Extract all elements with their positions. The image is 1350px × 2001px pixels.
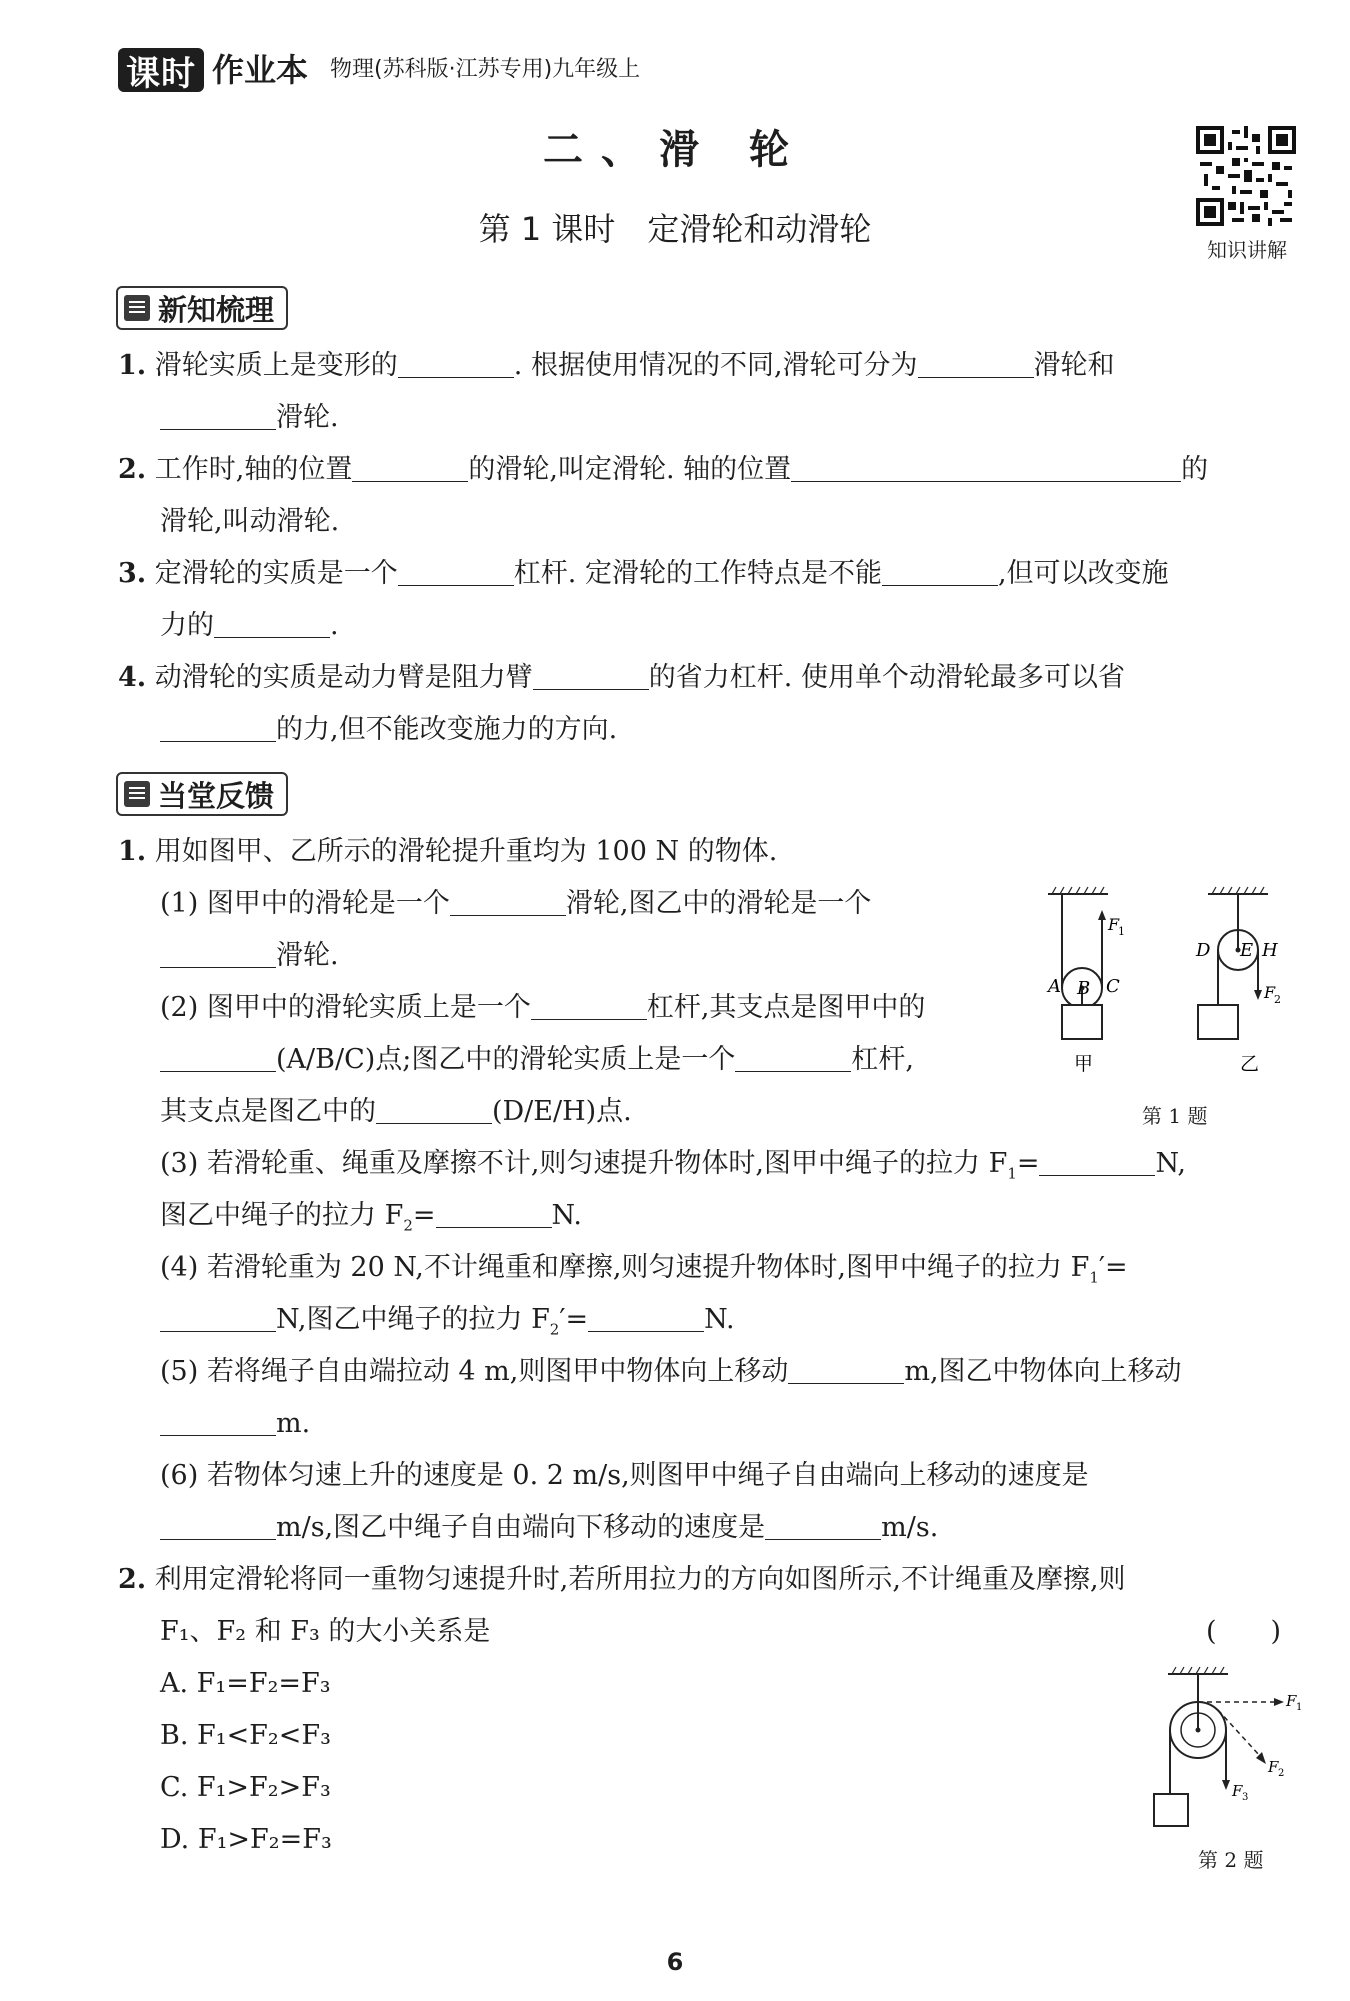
label-F2-sub: 2 (1278, 1768, 1285, 1779)
answer-blank[interactable] (531, 989, 647, 1020)
page-number: 6 (666, 1948, 684, 1976)
text: ,但可以改变施 (997, 558, 1169, 589)
question-1-part-2-cont (160, 1040, 914, 1080)
label-D: D (1196, 940, 1211, 961)
item-number: 1. (118, 836, 147, 867)
subscript: 1 (1007, 1164, 1017, 1183)
text: 的省力杠杆. 使用单个动滑轮最多可以省 (648, 662, 1125, 693)
question-1-part-3 (160, 1144, 1186, 1193)
text: 滑轮,图乙中的滑轮是一个 (565, 888, 872, 919)
text: . (330, 610, 339, 641)
text: 滑轮,叫动滑轮. (160, 506, 340, 537)
brand-subtitle: 作业本 (212, 51, 309, 89)
text: m. (276, 1408, 311, 1439)
question-1-part-1 (160, 884, 871, 924)
text: (A/B/C)点;图乙中的滑轮实质上是一个 (276, 1044, 736, 1075)
text: (4) 若滑轮重为 20 N,不计绳重和摩擦,则匀速提升物体时,图甲中绳子的拉力 F (160, 1252, 1090, 1283)
item-number: 3. (118, 558, 147, 589)
book-icon (124, 295, 150, 321)
item-number: 2. (118, 1564, 147, 1595)
section-tag-label: 当堂反馈 (158, 778, 275, 813)
answer-blank[interactable] (788, 1353, 904, 1384)
text: 定滑轮的实质是一个 (154, 558, 398, 589)
knowledge-item-1-cont (160, 398, 339, 438)
text: (D/E/H)点. (492, 1096, 632, 1127)
knowledge-item-4 (118, 658, 1125, 698)
text: m,图乙中物体向上移动 (904, 1356, 1182, 1387)
text: 图乙中绳子的拉力 F (160, 1200, 404, 1231)
text: = (412, 1200, 436, 1231)
label-F2: F (1268, 1758, 1279, 1776)
text: (3) 若滑轮重、绳重及摩擦不计,则匀速提升物体时,图甲中绳子的拉力 F (160, 1148, 1008, 1179)
text: 杠杆,其支点是图甲中的 (646, 992, 926, 1023)
text: N. (704, 1304, 735, 1335)
answer-blank[interactable] (160, 937, 276, 968)
figure-1-caption: 第 1 题 (1142, 1104, 1208, 1128)
text: 滑轮. (276, 402, 339, 433)
lesson-title: 第 1 课时 定滑轮和动滑轮 (478, 210, 872, 248)
question-1-part-6 (160, 1456, 1089, 1496)
knowledge-item-2 (118, 450, 1208, 490)
text: 动滑轮的实质是动力臂是阻力臂 (154, 662, 533, 693)
book-info: 物理(苏科版·江苏专用)九年级上 (330, 57, 641, 82)
knowledge-item-1 (118, 346, 1115, 386)
option-b[interactable]: B. F₁<F₂<F₃ (160, 1720, 331, 1751)
label-F3: F (1232, 1782, 1243, 1800)
figure-1-pulleys (1040, 880, 1290, 1080)
text: = (1016, 1148, 1040, 1179)
text: m/s. (881, 1512, 939, 1543)
question-1-part-4 (160, 1248, 1128, 1297)
text: 利用定滑轮将同一重物匀速提升时,若所用拉力的方向如图所示,不计绳重及摩擦,则 (154, 1564, 1126, 1595)
item-number: 1. (118, 350, 147, 381)
text: 用如图甲、乙所示的滑轮提升重均为 100 N 的物体. (154, 836, 778, 867)
option-d[interactable]: D. F₁>F₂=F₃ (160, 1824, 332, 1855)
label-F1-sub: 1 (1296, 1702, 1303, 1713)
label-F2: F (1264, 983, 1276, 1002)
answer-blank[interactable] (918, 347, 1034, 378)
text: F₁、F₂ 和 F₃ 的大小关系是 (160, 1616, 491, 1647)
label-E: E (1240, 940, 1254, 961)
item-number: 2. (118, 454, 147, 485)
question-1-stem (118, 832, 777, 872)
text: (1) 图甲中的滑轮是一个 (160, 888, 450, 919)
question-1-part-2-cont2 (160, 1092, 632, 1132)
answer-blank[interactable] (160, 1041, 276, 1072)
answer-blank[interactable] (765, 1509, 881, 1540)
label-A: A (1048, 976, 1061, 997)
brand-logo: 课时 (118, 48, 204, 92)
answer-blank[interactable] (376, 1093, 492, 1124)
qr-code-icon[interactable] (1196, 126, 1296, 226)
answer-blank[interactable] (160, 1509, 276, 1540)
qr-caption: 知识讲解 (1207, 238, 1287, 262)
text: N, (1155, 1148, 1186, 1179)
text: 的 (1181, 454, 1209, 485)
figure-2-fixed-pulley (1148, 1658, 1308, 1838)
text: 滑轮实质上是变形的 (154, 350, 398, 381)
text: N,图乙中绳子的拉力 F (276, 1304, 550, 1335)
item-number: 4. (118, 662, 147, 693)
figure-2-caption: 第 2 题 (1198, 1848, 1264, 1872)
text: 滑轮和 (1033, 350, 1115, 381)
label-yi: 乙 (1240, 1053, 1260, 1075)
text: ′= (1098, 1252, 1128, 1283)
answer-blank[interactable] (791, 451, 1181, 482)
text: 其支点是图乙中的 (160, 1096, 376, 1127)
answer-blank[interactable] (214, 607, 330, 638)
text: 工作时,轴的位置 (154, 454, 353, 485)
label-F3-sub: 3 (1242, 1792, 1249, 1803)
text: 杠杆, (851, 1044, 914, 1075)
section-tag-new-knowledge (116, 286, 288, 330)
label-F1: F (1108, 915, 1120, 934)
label-B: B (1077, 978, 1091, 999)
answer-blank[interactable] (398, 347, 514, 378)
text: ′= (559, 1304, 589, 1335)
subscript: 1 (1089, 1268, 1099, 1287)
question-1-part-6-cont (160, 1508, 938, 1548)
section-title: 二、滑 轮 (543, 127, 807, 173)
question-2-stem-cont (160, 1612, 490, 1652)
text: 力的 (160, 610, 214, 641)
answer-blank[interactable] (398, 555, 514, 586)
text: N. (551, 1200, 582, 1231)
text: (6) 若物体匀速上升的速度是 0. 2 m/s,则图甲中绳子自由端向上移动的速度是 (160, 1460, 1089, 1491)
question-1-part-3-cont (160, 1196, 582, 1245)
text: 滑轮. (276, 940, 339, 971)
label-H: H (1262, 940, 1278, 961)
question-1-part-1-cont (160, 936, 339, 976)
section-tag-label: 新知梳理 (158, 292, 275, 327)
answer-blank[interactable] (160, 1405, 276, 1436)
answer-blank[interactable] (160, 399, 276, 430)
knowledge-item-4-cont (160, 710, 617, 750)
section-tag-in-class-feedback (116, 772, 288, 816)
question-1-part-2 (160, 988, 925, 1028)
text: 的滑轮,叫定滑轮. 轴的位置 (468, 454, 792, 485)
knowledge-item-3 (118, 554, 1169, 594)
answer-blank[interactable] (1039, 1145, 1155, 1176)
question-1-part-5-cont (160, 1404, 310, 1444)
text: (5) 若将绳子自由端拉动 4 m,则图甲中物体向上移动 (160, 1356, 789, 1387)
text: 的力,但不能改变施力的方向. (276, 714, 618, 745)
text: . 根据使用情况的不同,滑轮可分为 (513, 350, 918, 381)
label-C: C (1106, 976, 1120, 997)
answer-blank[interactable] (160, 1301, 276, 1332)
knowledge-item-2-cont (160, 502, 339, 542)
answer-blank[interactable] (450, 885, 566, 916)
page-header (118, 44, 640, 92)
answer-blank[interactable] (588, 1301, 704, 1332)
answer-parentheses[interactable]: ( ) (1206, 1616, 1282, 1647)
label-F1-sub: 1 (1118, 925, 1125, 938)
subscript: 2 (549, 1320, 560, 1339)
knowledge-item-3-cont (160, 606, 339, 646)
answer-blank[interactable] (735, 1041, 851, 1072)
text: (2) 图甲中的滑轮实质上是一个 (160, 992, 531, 1023)
option-a[interactable]: A. F₁=F₂=F₃ (160, 1668, 331, 1699)
question-1-part-4-cont (160, 1300, 735, 1349)
subscript: 2 (403, 1216, 413, 1235)
answer-blank[interactable] (352, 451, 468, 482)
pencil-icon (124, 781, 150, 807)
text: m/s,图乙中绳子自由端向下移动的速度是 (276, 1512, 766, 1543)
label-F2-sub: 2 (1274, 993, 1281, 1006)
option-c[interactable]: C. F₁>F₂>F₃ (160, 1772, 331, 1803)
label-jia: 甲 (1074, 1053, 1094, 1075)
question-1-part-5 (160, 1352, 1182, 1392)
label-F1: F (1286, 1692, 1297, 1710)
question-2-stem (118, 1560, 1126, 1600)
answer-blank[interactable] (436, 1197, 552, 1228)
answer-blank[interactable] (160, 711, 276, 742)
answer-blank[interactable] (882, 555, 998, 586)
text: 杠杆. 定滑轮的工作特点是不能 (513, 558, 882, 589)
answer-blank[interactable] (533, 659, 649, 690)
